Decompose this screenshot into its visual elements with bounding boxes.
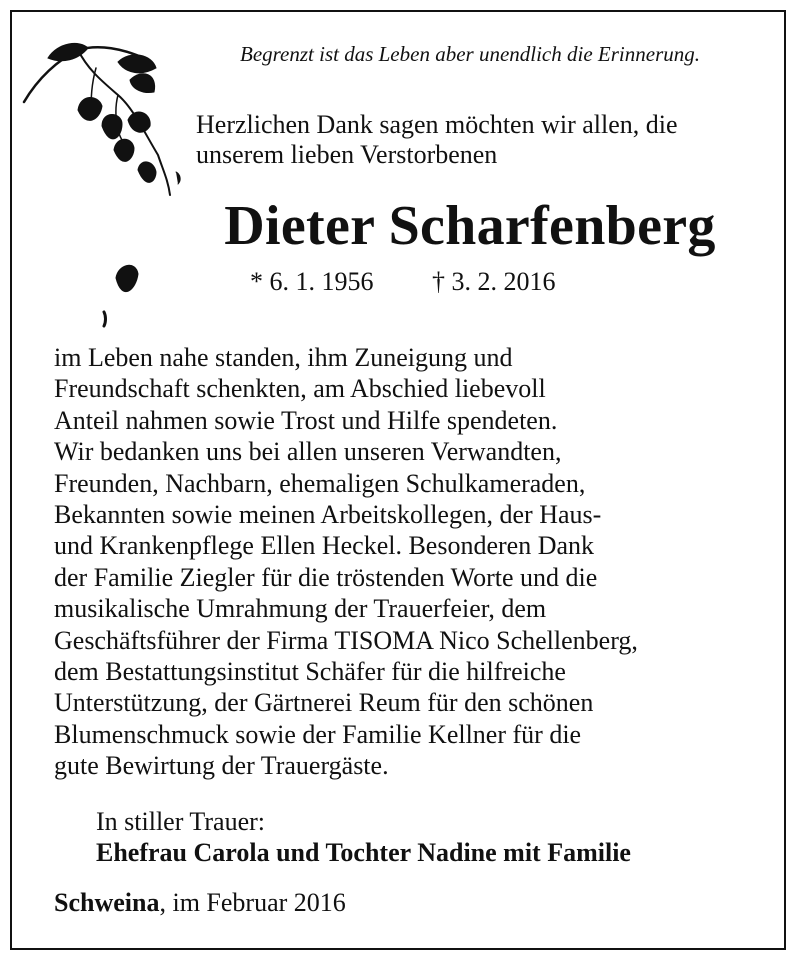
life-dates bbox=[250, 267, 650, 297]
intro-line: Herzlichen Dank sagen möchten wir allen, die bbox=[196, 110, 678, 139]
place-name: Schweina bbox=[54, 888, 160, 917]
body-line: gute Bewirtung der Trauergäste. bbox=[54, 751, 389, 781]
birch-branch-icon bbox=[18, 20, 193, 330]
birth-date: * 6. 1. 1956 bbox=[250, 267, 374, 296]
intro-line: unserem lieben Verstorbenen bbox=[196, 140, 498, 169]
body-line: Geschäftsführer der Firma TISOMA Nico Schellenberg, bbox=[54, 625, 638, 655]
body-line: Freunden, Nachbarn, ehemaligen Schulkameraden, bbox=[54, 468, 586, 498]
death-date: † 3. 2. 2016 bbox=[432, 267, 556, 296]
body-line: dem Bestattungsinstitut Schäfer für die hilfreiche bbox=[54, 657, 566, 687]
body-line: im Leben nahe standen, ihm Zuneigung und bbox=[54, 343, 513, 372]
motto: Begrenzt ist das Leben aber unendlich die Erinnerung. bbox=[240, 42, 700, 66]
thanks-body bbox=[54, 342, 766, 782]
intro-text bbox=[196, 110, 766, 170]
body-line: musikalische Umrahmung der Trauerfeier, dem bbox=[54, 594, 547, 624]
body-line: Wir bedanken uns bei allen unseren Verwandten, bbox=[54, 437, 562, 467]
body-line: Freundschaft schenkten, am Abschied liebevoll bbox=[54, 374, 546, 404]
place-date bbox=[54, 888, 346, 918]
mourners bbox=[96, 806, 631, 868]
body-line: und Krankenpflege Ellen Heckel. Besonderen Dank bbox=[54, 531, 595, 561]
body-line: Unterstützung, der Gärtnerei Reum für den schönen bbox=[54, 688, 594, 718]
family-names: Ehefrau Carola und Tochter Nadine mit Familie bbox=[96, 838, 631, 867]
mourning-label: In stiller Trauer: bbox=[96, 807, 265, 836]
date-line: , im Februar 2016 bbox=[159, 888, 346, 917]
body-line: der Familie Ziegler für die tröstenden Worte und die bbox=[54, 562, 598, 592]
body-line: Blumenschmuck sowie der Familie Kellner für die bbox=[54, 719, 582, 749]
body-line: Anteil nahmen sowie Trost und Hilfe spendeten. bbox=[54, 405, 558, 435]
body-line: Bekannten sowie meinen Arbeitskollegen, der Haus- bbox=[54, 500, 602, 530]
deceased-name: Dieter Scharfenberg bbox=[224, 195, 716, 257]
